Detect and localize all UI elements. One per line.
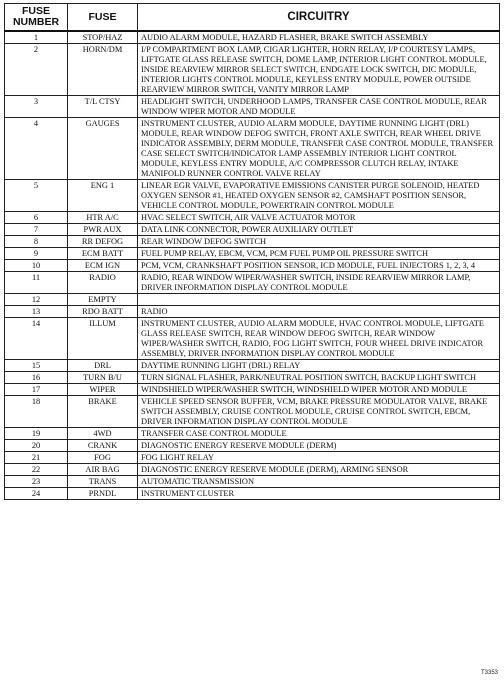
circuitry-cell: WINDSHIELD WIPER/WASHER SWITCH, WINDSHIELD WIPER MOTOR AND MODULE <box>138 384 500 396</box>
circuitry-cell: RADIO <box>138 306 500 318</box>
table-row <box>5 384 500 396</box>
circuitry-cell: FOG LIGHT RELAY <box>138 452 500 464</box>
fuse-name-cell: TURN B/U <box>68 372 138 384</box>
fuse-name-cell: STOP/HAZ <box>68 31 138 44</box>
table-row <box>5 360 500 372</box>
fuse-name-cell: RADIO <box>68 272 138 294</box>
fuse-name-cell: BRAKE <box>68 396 138 428</box>
fuse-number-cell: 23 <box>5 476 68 488</box>
fuse-number-cell: 4 <box>5 118 68 180</box>
circuitry-cell: DIAGNOSTIC ENERGY RESERVE MODULE (DERM), ARMING SENSOR <box>138 464 500 476</box>
fuse-name-cell: CRANK <box>68 440 138 452</box>
fuse-name-cell: FOG <box>68 452 138 464</box>
circuitry-cell: INSTRUMENT CLUSTER, AUDIO ALARM MODULE, DAYTIME RUNNING LIGHT (DRL) MODULE, REAR WINDOW DEFOG SWITCH, FRONT AXLE SWITCH, REAR WHEEL DRIVE INDICATOR ASSEMBLY, DERM MODULE, TRANSFER CASE CONTROL MODULE, TRANSFER CASE SELECT SWITCH/INDICATOR LAMP ASSEMBLY INTERIOR LIGHT CONTROL MODULE, KEYLESS ENTRY MODULE, A/C COMPRESSOR CLUTCH RELAY, INTAKE MANIFOLD RUNNER CONTROL VALVE RELAY <box>138 118 500 180</box>
fuse-number-cell: 2 <box>5 44 68 96</box>
fuse-name-cell: PWR AUX <box>68 224 138 236</box>
circuitry-cell: INSTRUMENT CLUSTER, AUDIO ALARM MODULE, HVAC CONTROL MODULE, LIFTGATE GLASS RELEASE SWITCH, REAR WINDOW DEFOG SWITCH, REAR WINDOW WIPER/WASHER SWITCH, RADIO, FOG LIGHT SWITCH, FOUR WHEEL DRIVE INDICATOR ASSEMBLY, DRIVER INFORMATION DISPLAY CONTROL MODULE <box>138 318 500 360</box>
fuse-name-cell: 4WD <box>68 428 138 440</box>
fuse-number-cell: 20 <box>5 440 68 452</box>
fuse-table-body <box>5 31 500 500</box>
fuse-name-cell: ENG 1 <box>68 180 138 212</box>
fuse-number-cell: 16 <box>5 372 68 384</box>
fuse-table <box>4 3 500 500</box>
circuitry-cell: INSTRUMENT CLUSTER <box>138 488 500 500</box>
circuitry-cell: AUTOMATIC TRANSMISSION <box>138 476 500 488</box>
circuitry-cell: FUEL PUMP RELAY, EBCM, VCM, PCM FUEL PUMP OIL PRESSURE SWITCH <box>138 248 500 260</box>
fuse-number-cell: 21 <box>5 452 68 464</box>
fuse-number-cell: 24 <box>5 488 68 500</box>
fuse-number-cell: 5 <box>5 180 68 212</box>
fuse-name-cell: RDO BATT <box>68 306 138 318</box>
circuitry-cell: VEHICLE SPEED SENSOR BUFFER, VCM, BRAKE PRESSURE MODULATOR VALVE, BRAKE SWITCH ASSEMBLY, CRUISE CONTROL MODULE, CRUISE CONTROL SWITCH, EBCM, DRIVER INFORMATION DISPLAY CONTROL MODULE <box>138 396 500 428</box>
fuse-number-cell: 1 <box>5 31 68 44</box>
table-row <box>5 212 500 224</box>
table-row <box>5 372 500 384</box>
circuitry-cell <box>138 294 500 306</box>
table-row <box>5 224 500 236</box>
circuitry-cell: LINEAR EGR VALVE, EVAPORATIVE EMISSIONS CANISTER PURGE SOLENOID, HEATED OXYGEN SENSOR #1, HEATED OXYGEN SENSOR #2, CAMSHAFT POSITION SENSOR, VEHICLE CONTROL MODULE, POWERTRAIN CONTROL MODULE <box>138 180 500 212</box>
fuse-number-cell: 14 <box>5 318 68 360</box>
circuitry-cell: I/P COMPARTMENT BOX LAMP, CIGAR LIGHTER, HORN RELAY, I/P COURTESY LAMPS, LIFTGATE GLASS RELEASE SWITCH, DOME LAMP, INTERIOR LIGHT CONTROL MODULE, INSIDE REARVIEW MIRROR SELECT SWITCH, ENDGATE LOCK SWITCH, DIC MODULE, INTERIOR LIGHTS CONTROL MODULE, KEYLESS ENTRY MODULE, POWER OUTSIDE REARVIEW MIRROR SWITCH, VANITY MIRROR LAMP <box>138 44 500 96</box>
circuitry-cell: HEADLIGHT SWITCH, UNDERHOOD LAMPS, TRANSFER CASE CONTROL MODULE, REAR WINDOW WIPER MOTOR AND MODULE <box>138 96 500 118</box>
fuse-name-cell: DRL <box>68 360 138 372</box>
fuse-number-cell: 17 <box>5 384 68 396</box>
fuse-number-cell: 19 <box>5 428 68 440</box>
table-row <box>5 306 500 318</box>
circuitry-cell: RADIO, REAR WINDOW WIPER/WASHER SWITCH, INSIDE REARVIEW MIRROR LAMP, DRIVER INFORMATION DISPLAY CONTROL MODULE <box>138 272 500 294</box>
fuse-number-cell: 3 <box>5 96 68 118</box>
circuitry-cell: TURN SIGNAL FLASHER, PARK/NEUTRAL POSITION SWITCH, BACKUP LIGHT SWITCH <box>138 372 500 384</box>
table-row <box>5 452 500 464</box>
table-row <box>5 488 500 500</box>
fuse-number-cell: 22 <box>5 464 68 476</box>
table-row <box>5 260 500 272</box>
fuse-number-cell: 12 <box>5 294 68 306</box>
fuse-name-cell: WIPER <box>68 384 138 396</box>
table-row <box>5 294 500 306</box>
fuse-number-cell: 11 <box>5 272 68 294</box>
circuitry-cell: PCM, VCM, CRANKSHAFT POSITION SENSOR, ICD MODULE, FUEL INJECTORS 1, 2, 3, 4 <box>138 260 500 272</box>
fuse-number-cell: 6 <box>5 212 68 224</box>
fuse-number-cell: 8 <box>5 236 68 248</box>
fuse-name-cell: HORN/DM <box>68 44 138 96</box>
fuse-number-cell: 9 <box>5 248 68 260</box>
fuse-name-cell: ECM IGN <box>68 260 138 272</box>
fuse-name-cell: GAUGES <box>68 118 138 180</box>
figure-code: T3353 <box>480 670 498 676</box>
fuse-name-cell: EMPTY <box>68 294 138 306</box>
table-row <box>5 428 500 440</box>
table-row <box>5 272 500 294</box>
circuitry-cell: DIAGNOSTIC ENERGY RESERVE MODULE (DERM) <box>138 440 500 452</box>
fuse-name-cell: RR DEFOG <box>68 236 138 248</box>
fuse-name-cell: AIR BAG <box>68 464 138 476</box>
table-row <box>5 318 500 360</box>
table-row <box>5 96 500 118</box>
table-row <box>5 476 500 488</box>
table-row <box>5 248 500 260</box>
fuse-name-cell: TRANS <box>68 476 138 488</box>
header-circuitry: CIRCUITRY <box>138 4 500 32</box>
fuse-name-cell: T/L CTSY <box>68 96 138 118</box>
header-fuse: FUSE <box>68 4 138 32</box>
table-row <box>5 180 500 212</box>
circuitry-cell: DAYTIME RUNNING LIGHT (DRL) RELAY <box>138 360 500 372</box>
table-row <box>5 118 500 180</box>
table-row <box>5 236 500 248</box>
table-row <box>5 464 500 476</box>
circuitry-cell: TRANSFER CASE CONTROL MODULE <box>138 428 500 440</box>
header-fuse-number: FUSE NUMBER <box>5 4 68 32</box>
circuitry-cell: DATA LINK CONNECTOR, POWER AUXILIARY OUTLET <box>138 224 500 236</box>
fuse-name-cell: ILLUM <box>68 318 138 360</box>
table-row <box>5 396 500 428</box>
table-row <box>5 440 500 452</box>
table-row <box>5 44 500 96</box>
circuitry-cell: REAR WINDOW DEFOG SWITCH <box>138 236 500 248</box>
circuitry-cell: AUDIO ALARM MODULE, HAZARD FLASHER, BRAKE SWITCH ASSEMBLY <box>138 31 500 44</box>
fuse-number-cell: 15 <box>5 360 68 372</box>
table-row <box>5 31 500 44</box>
fuse-number-cell: 18 <box>5 396 68 428</box>
fuse-table-container <box>4 3 499 500</box>
fuse-name-cell: PRNDL <box>68 488 138 500</box>
fuse-name-cell: HTR A/C <box>68 212 138 224</box>
table-header-row <box>5 4 500 32</box>
fuse-number-cell: 10 <box>5 260 68 272</box>
circuitry-cell: HVAC SELECT SWITCH, AIR VALVE ACTUATOR MOTOR <box>138 212 500 224</box>
fuse-name-cell: ECM BATT <box>68 248 138 260</box>
fuse-number-cell: 7 <box>5 224 68 236</box>
fuse-number-cell: 13 <box>5 306 68 318</box>
